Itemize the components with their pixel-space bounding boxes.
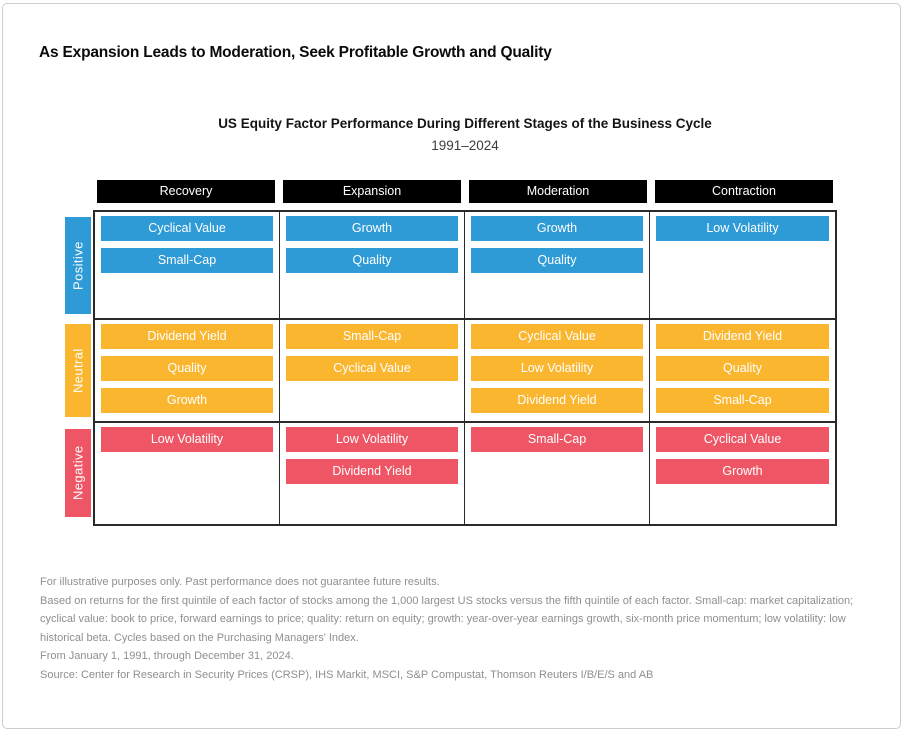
stage-header-expansion: Expansion	[283, 180, 461, 203]
factor-chip-quality: Quality	[471, 248, 643, 273]
factor-chip-growth: Growth	[286, 216, 458, 241]
footnote-methodology: Based on returns for the first quintile of each factor of stocks among the 1,000 largest US stocks versus the fifth quintile of each factor. Small-cap: market capitalization; cyclical value: book to price, forward earnings to price; quality: return on equity; growth: year-over-year earnings growth, six-month price momentum; low volatility: low historical beta. Cycles based on the Purchasing Managers' Index.	[40, 594, 854, 644]
factor-chip-low-volatility: Low Volatility	[471, 356, 643, 381]
cell-negative-contraction	[650, 423, 835, 524]
stage-header-recovery: Recovery	[97, 180, 275, 203]
factor-chip-cyclical-value: Cyclical Value	[286, 356, 458, 381]
factor-chip-low-volatility: Low Volatility	[286, 427, 458, 452]
stage-header-contraction: Contraction	[655, 180, 833, 203]
footnote-period: From January 1, 1991, through December 31, 2024.	[40, 650, 294, 662]
factor-chip-cyclical-value: Cyclical Value	[656, 427, 829, 452]
cell-positive-recovery	[95, 212, 280, 318]
factor-chip-cyclical-value: Cyclical Value	[471, 324, 643, 349]
factor-chip-small-cap: Small-Cap	[101, 248, 273, 273]
factor-chip-small-cap: Small-Cap	[656, 388, 829, 413]
factor-chip-cyclical-value: Cyclical Value	[101, 216, 273, 241]
report-card	[2, 3, 901, 729]
factor-chip-dividend-yield: Dividend Yield	[656, 324, 829, 349]
cell-neutral-moderation	[465, 320, 650, 421]
cell-negative-moderation	[465, 423, 650, 524]
factor-matrix	[93, 210, 837, 526]
footnote-source: Source: Center for Research in Security Prices (CRSP), IHS Markit, MSCI, S&P Compustat, Thomson Reuters I/B/E/S and AB	[40, 668, 654, 681]
footnotes-block	[40, 573, 888, 684]
cell-positive-moderation	[465, 212, 650, 318]
row-label-positive: Positive	[65, 217, 91, 314]
section-negative	[95, 423, 835, 524]
factor-chip-dividend-yield: Dividend Yield	[471, 388, 643, 413]
factor-chip-low-volatility: Low Volatility	[656, 216, 829, 241]
section-positive	[95, 212, 835, 320]
factor-chip-growth: Growth	[471, 216, 643, 241]
cell-neutral-expansion	[280, 320, 465, 421]
factor-chip-dividend-yield: Dividend Yield	[286, 459, 458, 484]
cell-neutral-contraction	[650, 320, 835, 421]
stage-header-moderation: Moderation	[469, 180, 647, 203]
factor-chip-dividend-yield: Dividend Yield	[101, 324, 273, 349]
cell-negative-expansion	[280, 423, 465, 524]
factor-chip-quality: Quality	[286, 248, 458, 273]
row-label-neutral: Neutral	[65, 324, 91, 417]
factor-chip-quality: Quality	[101, 356, 273, 381]
factor-chip-growth: Growth	[101, 388, 273, 413]
page-title: As Expansion Leads to Moderation, Seek Profitable Growth and Quality	[39, 44, 552, 61]
cell-negative-recovery	[95, 423, 280, 524]
cell-positive-contraction	[650, 212, 835, 318]
cell-positive-expansion	[280, 212, 465, 318]
factor-chip-quality: Quality	[656, 356, 829, 381]
factor-chip-low-volatility: Low Volatility	[101, 427, 273, 452]
chart-title: US Equity Factor Performance During Different Stages of the Business Cycle	[218, 116, 712, 131]
chart-subtitle: 1991–2024	[431, 138, 499, 153]
stage-header-row	[93, 180, 837, 203]
footnote-disclaimer: For illustrative purposes only. Past performance does not guarantee future results.	[40, 576, 440, 588]
factor-chip-growth: Growth	[656, 459, 829, 484]
factor-chip-small-cap: Small-Cap	[286, 324, 458, 349]
factor-chip-small-cap: Small-Cap	[471, 427, 643, 452]
row-label-negative: Negative	[65, 429, 91, 517]
section-neutral	[95, 320, 835, 423]
cell-neutral-recovery	[95, 320, 280, 421]
